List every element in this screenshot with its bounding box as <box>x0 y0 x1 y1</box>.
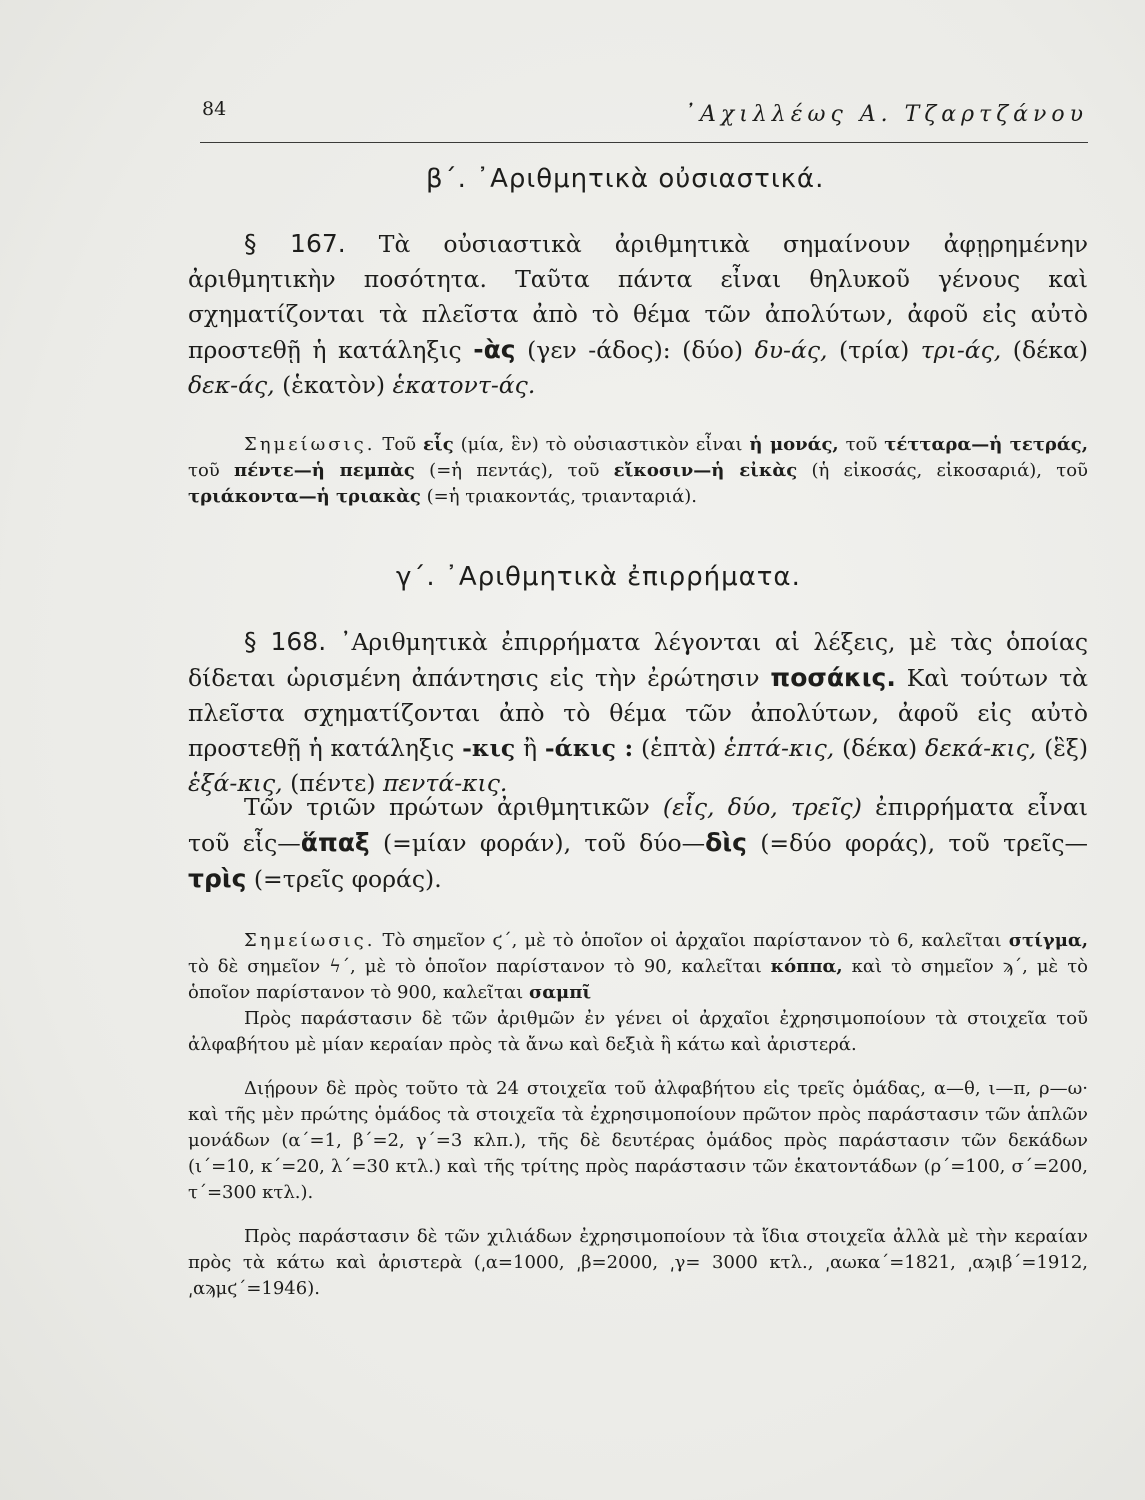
running-header <box>200 98 1088 143</box>
running-title: ᾿Αχιλλέως Α. Τζαρτζάνου <box>684 102 1088 127</box>
heading-numeral-adverbs: γ΄. ᾿Αριθμητικὰ ἐπιρρήματα. <box>396 562 801 592</box>
section-mark-168: § 168. <box>244 627 327 656</box>
paragraph-first-three: Τῶν τριῶν πρώτων ἀριθμητικῶν (εἷς, δύο, τρεῖς) ἐπιρρήματα εἶναι τοῦ εἷς—ἅπαξ (=μίαν φοράν), τοῦ δύο—δὶς (=δύο φοράς), τοῦ τρεῖς—τρὶς (=τρεῖς φοράς). <box>188 793 1088 893</box>
note-letters-paragraph: Πρὸς παράστασιν δὲ τῶν ἀριθμῶν ἐν γένει οἱ ἀρχαῖοι ἐχρησιμοποίουν τὰ στοιχεῖα τοῦ ἀλφαβήτου μὲ μίαν κεραίαν πρὸς τὰ ἄνω καὶ δεξιὰ ἢ κάτω καὶ ἀριστερά. <box>188 1008 1088 1055</box>
note-groups-paragraph: Διῄρουν δὲ πρὸς τοῦτο τὰ 24 στοιχεῖα τοῦ ἀλφαβήτου εἰς τρεῖς ὁμάδας, α—θ, ι—π, ρ—ω· καὶ τῆς μὲν πρώτης ὁμάδος τὰ στοιχεῖα τὰ ἐχρησιμοποίουν πρῶτον πρὸς παράστασιν τῶν ἁπλῶν μονάδων (α΄=1, β΄=2, γ΄=3 κλπ.), τῆς δὲ δευτέρας ὁμάδος πρὸς παράστασιν τῶν δεκάδων (ι΄=10, κ΄=20, λ΄=30 κτλ.) καὶ τῆς τρίτης πρὸς παράστασιν τῶν ἑκατοντάδων (ρ΄=100, σ΄=200, τ΄=300 κτλ.). <box>188 1078 1088 1203</box>
paragraph-167: § 167. Τὰ οὐσιαστικὰ ἀριθμητικὰ σημαίνουν ἀφῃρημένην ἀριθμητικὴν ποσότητα. Ταῦτα πάντα εἶναι θηλυκοῦ γένους καὶ σχηματίζονται τὰ πλεῖστα ἀπὸ τὸ θέμα τῶν ἀπολύτων, ἀφοῦ εἰς αὐτὸ προστεθῇ ἡ κατάληξις -ὰς (γεν -άδος): (δύο) δυ-άς, (τρία) τρι-άς, (δέκα) δεκ-άς, (ἑκατὸν) ἑκατοντ-άς. <box>188 229 1089 399</box>
note-thousands-paragraph: Πρὸς παράστασιν δὲ τῶν χιλιάδων ἐχρησιμοποίουν τὰ ἴδια στοιχεῖα ἀλλὰ μὲ τὴν κεραίαν πρὸς τὰ κάτω καὶ ἀριστερὰ (͵α=1000, ͵β=2000, ͵γ= 3000 κτλ., ͵αωκα΄=1821, ͵αϡιβ΄=1912, ͵αϡμϛ΄=1946). <box>188 1226 1088 1299</box>
note-numeral-signs <box>188 928 1088 1302</box>
heading-numeral-nouns: β΄. ᾿Αριθμητικὰ οὐσιαστικά. <box>426 164 825 194</box>
section-mark-167: § 167. <box>244 229 346 258</box>
note-signs-paragraph: Σημείωσις. Τὸ σημεῖον ϛ΄, μὲ τὸ ὁποῖον οἱ ἀρχαῖοι παρίστανον τὸ 6, καλεῖται στίγμα, τὸ δὲ σημεῖον ϟ΄, μὲ τὸ ὁποῖον παρίστανον τὸ 90, καλεῖται κόππα, καὶ τὸ σημεῖον ϡ΄, μὲ τὸ ὁποῖον παρίστανον τὸ 900, καλεῖται σαμπῖ <box>188 930 1088 1003</box>
paragraph-168: § 168. ᾿Αριθμητικὰ ἐπιρρήματα λέγονται αἱ λέξεις, μὲ τὰς ὁποίας δίδεται ὡρισμένη ἀπάντησις εἰς τὴν ἐρώτησιν ποσάκις. Καὶ τούτων τὰ πλεῖστα σχηματίζονται ἀπὸ τὸ θέμα τῶν ἀπολύτων, ἀφοῦ εἰς αὐτὸ προστεθῇ ἡ κατάληξις -κις ἢ -άκις : (ἑπτὰ) ἑπτά-κις, (δέκα) δεκά-κις, (ἓξ) ἑξά-κις, (πέντε) πεντά-κις. <box>188 627 1088 797</box>
note-label: Σημείωσις. <box>244 434 376 455</box>
page-number: 84 <box>202 98 227 120</box>
note-label-2: Σημείωσις. <box>244 930 376 951</box>
note-numeral-nouns: Σημείωσις. Τοῦ εἷς (μία, ἓν) τὸ οὐσιαστικὸν εἶναι ἡ μονάς, τοῦ τέτταρα—ἡ τετράς, τοῦ πέντε—ἡ πεμπὰς (=ἡ πεντάς), τοῦ εἴκοσιν—ἡ εἰκὰς (ἡ εἰκοσάς, εἰκοσαριά), τοῦ τριάκοντα—ἡ τριακὰς (=ἡ τριακοντάς, τριανταριά). <box>188 434 1088 507</box>
